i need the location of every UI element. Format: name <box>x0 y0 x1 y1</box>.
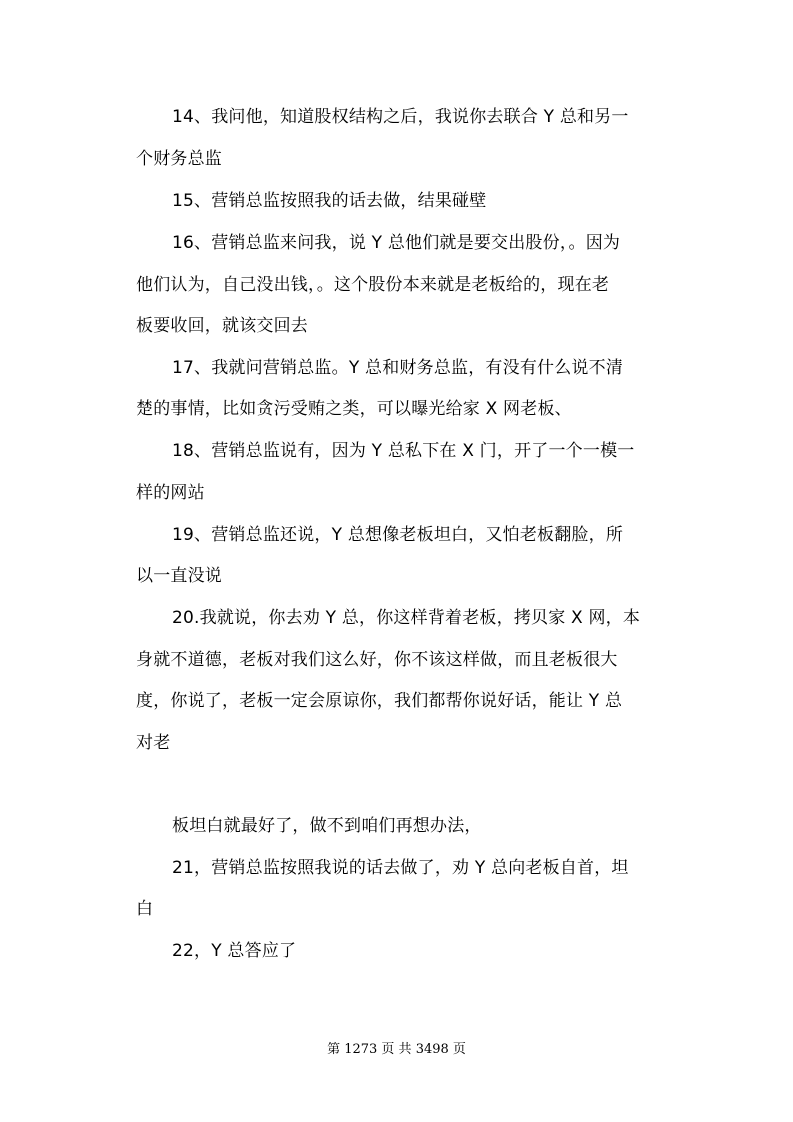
text-line: 以一直没说 <box>136 566 222 586</box>
text-line: 板要收回，就该交回去 <box>136 316 308 336</box>
text-line: 17、我就问营销总监。Y 总和财务总监，有没有什么说不清 <box>172 358 624 378</box>
page-number-footer: 第 1273 页 共 3498 页 <box>327 1042 466 1057</box>
text-line: 18、营销总监说有，因为 Y 总私下在 X 门，开了一个一模一 <box>172 441 635 461</box>
text-line: 16、营销总监来问我，说 Y 总他们就是要交出股份，。因为 <box>172 233 621 253</box>
text-line: 21，营销总监按照我说的话去做了，劝 Y 总向老板自首，坦 <box>172 858 629 878</box>
text-line: 14、我问他，知道股权结构之后，我说你去联合 Y 总和另一 <box>172 107 629 127</box>
text-line: 15、营销总监按照我的话去做，结果碰壁 <box>172 191 487 211</box>
text-line: 白 <box>136 899 154 919</box>
text-line: 他们认为，自己没出钱，。这个股份本来就是老板给的，现在老 <box>136 275 610 295</box>
text-line: 20.我就说，你去劝 Y 总，你这样背着老板，拷贝家 X 网，本 <box>172 608 641 628</box>
text-line: 22，Y 总答应了 <box>172 941 297 961</box>
text-line: 个财务总监 <box>136 149 222 169</box>
text-line: 度，你说了，老板一定会原谅你，我们都帮你说好话，能让 Y 总 <box>136 691 623 711</box>
text-line: 身就不道德，老板对我们这么好，你不该这样做，而且老板很大 <box>136 650 618 670</box>
text-line: 19、营销总监还说，Y 总想像老板坦白，又怕老板翻脸，所 <box>172 525 624 545</box>
text-line: 板坦白就最好了，做不到咱们再想办法， <box>172 816 482 836</box>
text-line: 样的网站 <box>136 483 205 503</box>
text-line: 对老 <box>136 733 171 753</box>
text-line: 楚的事情，比如贪污受贿之类，可以曝光给家 X 网老板、 <box>136 399 572 419</box>
